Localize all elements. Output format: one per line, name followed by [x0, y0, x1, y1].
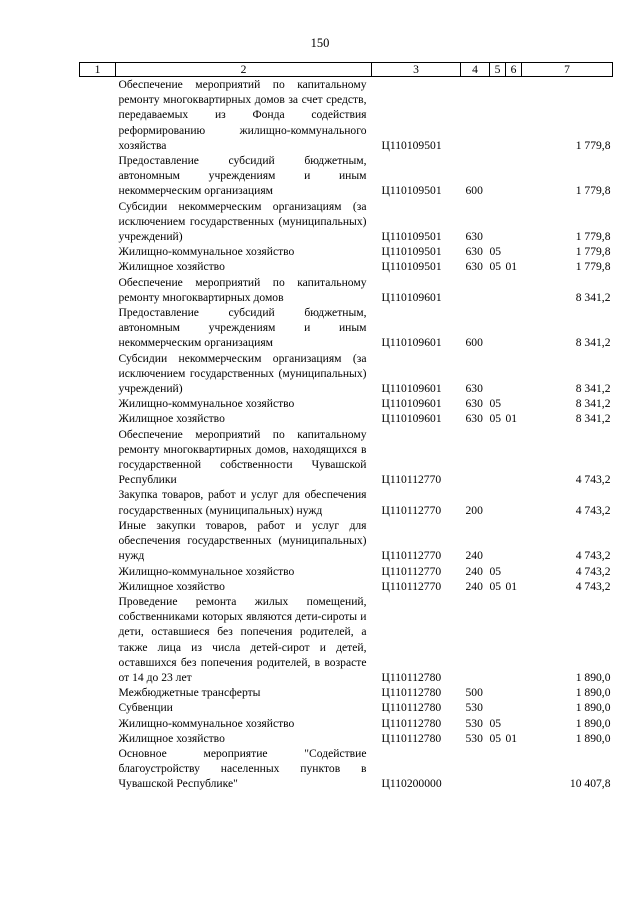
target-code: Ц110200000	[381, 777, 442, 791]
target-code: Ц110109601	[381, 397, 442, 411]
expense-type: 530	[465, 731, 483, 745]
table-row	[80, 518, 613, 564]
target-code: Ц110112780	[381, 701, 442, 715]
header-col-2: 2	[116, 63, 372, 77]
section	[490, 518, 506, 564]
table-row	[80, 411, 613, 426]
amount: 4 743,2	[575, 549, 611, 563]
table-row	[80, 305, 613, 351]
row-number	[80, 244, 116, 259]
table-row	[80, 716, 613, 731]
table-row	[80, 594, 613, 685]
subsection	[506, 153, 522, 199]
amount: 1 890,0	[575, 731, 611, 745]
target-code: Ц110112770	[381, 579, 442, 593]
table-row	[80, 153, 613, 199]
row-number	[80, 700, 116, 715]
item-name: Жилищное хозяйство	[118, 260, 225, 274]
target-code: Ц110112770	[381, 503, 442, 517]
section	[490, 700, 506, 715]
subsection	[506, 685, 522, 700]
item-name: Предоставление субсидий бюджетным, автономным учреждениям и иным некоммерческим организациям	[118, 306, 367, 350]
row-number	[80, 199, 116, 245]
amount: 1 890,0	[575, 686, 611, 700]
section	[490, 199, 506, 245]
subsection	[506, 564, 522, 579]
section	[490, 427, 506, 488]
item-name: Предоставление субсидий бюджетным, автономным учреждениям и иным некоммерческим организациям	[118, 154, 367, 198]
section	[490, 275, 506, 305]
target-code: Ц110112770	[381, 473, 442, 487]
subsection	[506, 594, 522, 685]
amount: 1 890,0	[575, 716, 611, 730]
item-name: Обеспечение мероприятий по капитальному ремонту многоквартирных домов за счет средств, передаваемых из Фонда содействия реформированию жилищно-коммунального хозяйства	[118, 78, 367, 152]
section	[490, 685, 506, 700]
amount: 8 341,2	[575, 290, 611, 304]
target-code: Ц110112780	[381, 731, 442, 745]
expense-type: 200	[465, 503, 483, 517]
section: 05	[489, 579, 502, 593]
expense-type: 530	[465, 701, 483, 715]
section	[490, 77, 506, 154]
subsection	[506, 716, 522, 731]
amount: 1 779,8	[575, 138, 611, 152]
row-number	[80, 259, 116, 274]
item-name: Жилищное хозяйство	[118, 731, 225, 745]
section: 05	[489, 412, 502, 426]
expense-type: 630	[465, 412, 483, 426]
subsection	[506, 487, 522, 517]
amount: 1 779,8	[575, 260, 611, 274]
header-col-7: 7	[522, 63, 613, 77]
table-row	[80, 685, 613, 700]
row-number	[80, 487, 116, 517]
row-number	[80, 305, 116, 351]
row-number	[80, 153, 116, 199]
row-number	[80, 685, 116, 700]
table-row	[80, 564, 613, 579]
expense-type	[461, 275, 490, 305]
item-name: Субсидии некоммерческим организациям (за исключением государственных (муниципальных) учреждений)	[118, 351, 367, 396]
row-number	[80, 351, 116, 397]
target-code: Ц110109501	[381, 184, 442, 198]
amount: 1 779,8	[575, 245, 611, 259]
item-name: Жилищно-коммунальное хозяйство	[118, 397, 295, 411]
target-code: Ц110109601	[381, 336, 442, 350]
item-name: Жилищно-коммунальное хозяйство	[118, 564, 295, 578]
expense-type: 600	[465, 336, 483, 350]
row-number	[80, 518, 116, 564]
expense-type: 630	[465, 397, 483, 411]
amount: 1 890,0	[575, 701, 611, 715]
subsection	[506, 199, 522, 245]
table-row	[80, 275, 613, 305]
table-row	[80, 259, 613, 274]
header-col-6: 6	[506, 63, 522, 77]
target-code: Ц110112770	[381, 564, 442, 578]
row-number	[80, 716, 116, 731]
row-number	[80, 275, 116, 305]
row-number	[80, 746, 116, 792]
expense-type: 530	[465, 716, 483, 730]
header-col-1: 1	[80, 63, 116, 77]
table-row	[80, 77, 613, 154]
section	[490, 351, 506, 397]
table-row	[80, 746, 613, 792]
row-number	[80, 731, 116, 746]
subsection	[506, 700, 522, 715]
amount: 8 341,2	[575, 336, 611, 350]
target-code: Ц110109501	[381, 230, 442, 244]
item-name: Жилищное хозяйство	[118, 579, 225, 593]
row-number	[80, 427, 116, 488]
subsection	[506, 244, 522, 259]
expense-type	[461, 427, 490, 488]
table-row	[80, 244, 613, 259]
table-row	[80, 396, 613, 411]
item-name: Жилищно-коммунальное хозяйство	[118, 245, 295, 259]
expense-type: 630	[465, 382, 483, 396]
section: 05	[489, 245, 502, 259]
target-code: Ц110109601	[381, 382, 442, 396]
header-row	[80, 63, 613, 77]
section: 05	[489, 731, 502, 745]
item-name: Закупка товаров, работ и услуг для обеспечения государственных (муниципальных) нужд	[118, 488, 367, 517]
expense-type	[461, 746, 490, 792]
target-code: Ц110109601	[381, 412, 442, 426]
item-name: Жилищное хозяйство	[118, 412, 225, 426]
table-header	[80, 63, 613, 77]
row-number	[80, 77, 116, 154]
table-row	[80, 487, 613, 517]
item-name: Проведение ремонта жилых помещений, собственниками которых являются дети-сироты и дети, оставшиеся без попечения родителей, а также лица из числа детей-сирот и детей, оставшихся без попечения родителей, в возрасте от 14 до 23 лет	[118, 594, 367, 684]
target-code: Ц110112780	[381, 686, 442, 700]
row-number	[80, 396, 116, 411]
budget-table	[79, 62, 613, 792]
subsection: 01	[505, 731, 518, 745]
item-name: Межбюджетные трансферты	[118, 686, 261, 700]
table-row	[80, 731, 613, 746]
item-name: Обеспечение мероприятий по капитальному ремонту многоквартирных домов	[118, 275, 367, 304]
expense-type: 240	[465, 564, 483, 578]
target-code: Ц110109501	[381, 260, 442, 274]
subsection	[506, 427, 522, 488]
header-col-5: 5	[490, 63, 506, 77]
table-body	[80, 77, 613, 792]
table-row	[80, 700, 613, 715]
expense-type: 630	[465, 260, 483, 274]
expense-type: 500	[465, 686, 483, 700]
item-name: Обеспечение мероприятий по капитальному ремонту многоквартирных домов, находящихся в государственной собственности Чувашской Республики	[118, 427, 367, 487]
amount: 8 341,2	[575, 412, 611, 426]
section: 05	[489, 260, 502, 274]
target-code: Ц110109501	[381, 245, 442, 259]
target-code: Ц110112780	[381, 716, 442, 730]
subsection	[506, 275, 522, 305]
subsection: 01	[505, 260, 518, 274]
item-name: Основное мероприятие "Содействие благоустройству населенных пунктов в Чувашской Республике"	[118, 746, 367, 791]
amount: 8 341,2	[575, 382, 611, 396]
amount: 10 407,8	[569, 777, 611, 791]
expense-type: 600	[465, 184, 483, 198]
amount: 4 743,2	[575, 579, 611, 593]
section: 05	[489, 564, 502, 578]
section	[490, 153, 506, 199]
table-row	[80, 351, 613, 397]
expense-type	[461, 594, 490, 685]
target-code: Ц110112780	[381, 670, 442, 684]
item-name: Иные закупки товаров, работ и услуг для обеспечения государственных (муниципальных) нужд	[118, 518, 367, 563]
subsection	[506, 518, 522, 564]
subsection: 01	[505, 579, 518, 593]
target-code: Ц110109601	[381, 290, 442, 304]
amount: 8 341,2	[575, 397, 611, 411]
subsection	[506, 746, 522, 792]
header-col-3: 3	[372, 63, 461, 77]
target-code: Ц110112770	[381, 549, 442, 563]
section	[490, 746, 506, 792]
section	[490, 305, 506, 351]
expense-type: 630	[465, 245, 483, 259]
table-row	[80, 199, 613, 245]
page-number: 150	[310, 36, 330, 50]
subsection	[506, 396, 522, 411]
subsection	[506, 77, 522, 154]
target-code: Ц110109501	[381, 138, 442, 152]
amount: 1 779,8	[575, 184, 611, 198]
subsection	[506, 305, 522, 351]
expense-type	[461, 77, 490, 154]
amount: 4 743,2	[575, 503, 611, 517]
section	[490, 594, 506, 685]
item-name: Жилищно-коммунальное хозяйство	[118, 716, 295, 730]
section: 05	[489, 716, 502, 730]
row-number	[80, 564, 116, 579]
expense-type: 240	[465, 579, 483, 593]
section: 05	[489, 397, 502, 411]
row-number	[80, 579, 116, 594]
subsection	[506, 351, 522, 397]
amount: 1 890,0	[575, 670, 611, 684]
section	[490, 487, 506, 517]
header-col-4: 4	[461, 63, 490, 77]
expense-type: 630	[465, 230, 483, 244]
item-name: Субвенции	[118, 701, 173, 715]
amount: 1 779,8	[575, 230, 611, 244]
table-row	[80, 427, 613, 488]
table-row	[80, 579, 613, 594]
row-number	[80, 411, 116, 426]
subsection: 01	[505, 412, 518, 426]
amount: 4 743,2	[575, 473, 611, 487]
expense-type: 240	[465, 549, 483, 563]
row-number	[80, 594, 116, 685]
item-name: Субсидии некоммерческим организациям (за исключением государственных (муниципальных) учреждений)	[118, 199, 367, 244]
amount: 4 743,2	[575, 564, 611, 578]
